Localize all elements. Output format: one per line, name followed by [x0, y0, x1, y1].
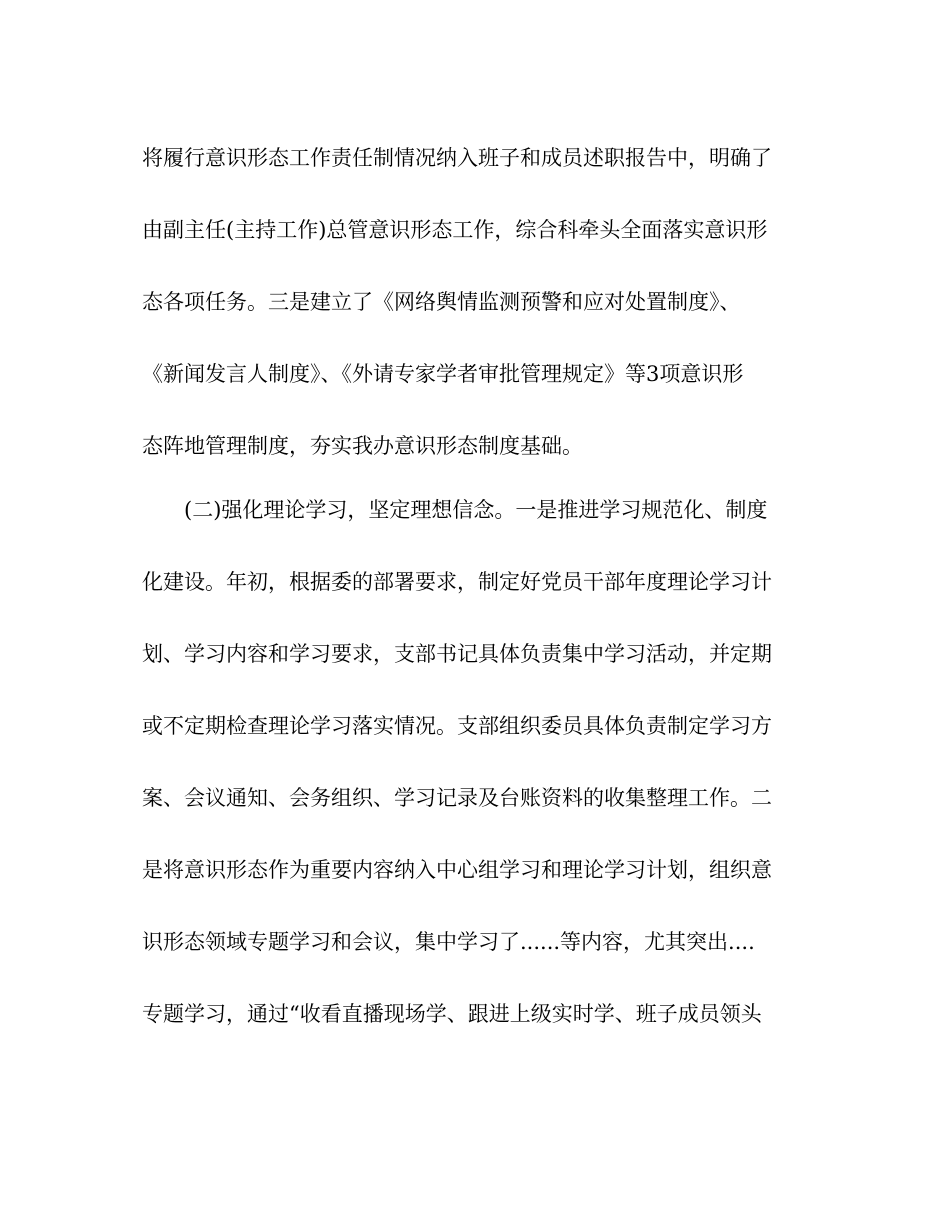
text-line: 态阵地管理制度，夯实我办意识形态制度基础。 [142, 434, 583, 458]
text-line: (二)强化理论学习，坚定理想信念。一是推进学习规范化、制度 [184, 498, 768, 522]
text-line: 化建设。年初，根据委的部署要求，制定好党员干部年度理论学习计 [142, 570, 772, 594]
text-line: 专题学习，通过“收看直播现场学、跟进上级实时学、班子成员领头 [142, 1002, 762, 1026]
text-line: 《新闻发言人制度》、《外请专家学者审批管理规定》等3项意识形 [142, 362, 744, 386]
text-line: 案、会议通知、会务组织、学习记录及台账资料的收集整理工作。二 [142, 786, 772, 810]
text-line: 由副主任(主持工作)总管意识形态工作，综合科牵头全面落实意识形 [142, 218, 768, 242]
text-line: 划、学习内容和学习要求，支部书记具体负责集中学习活动，并定期 [142, 642, 772, 666]
text-line: 态各项任务。三是建立了《网络舆情监测预警和应对处置制度》、 [142, 290, 741, 314]
text-line: 或不定期检查理论学习落实情况。支部组织委员具体负责制定学习方 [142, 714, 772, 738]
text-line: 识形态领域专题学习和会议，集中学习了......等内容，尤其突出.... [142, 930, 755, 954]
text-line: 是将意识形态作为重要内容纳入中心组学习和理论学习计划，组织意 [142, 858, 772, 882]
text-line: 将履行意识形态工作责任制情况纳入班子和成员述职报告中，明确了 [142, 146, 772, 170]
